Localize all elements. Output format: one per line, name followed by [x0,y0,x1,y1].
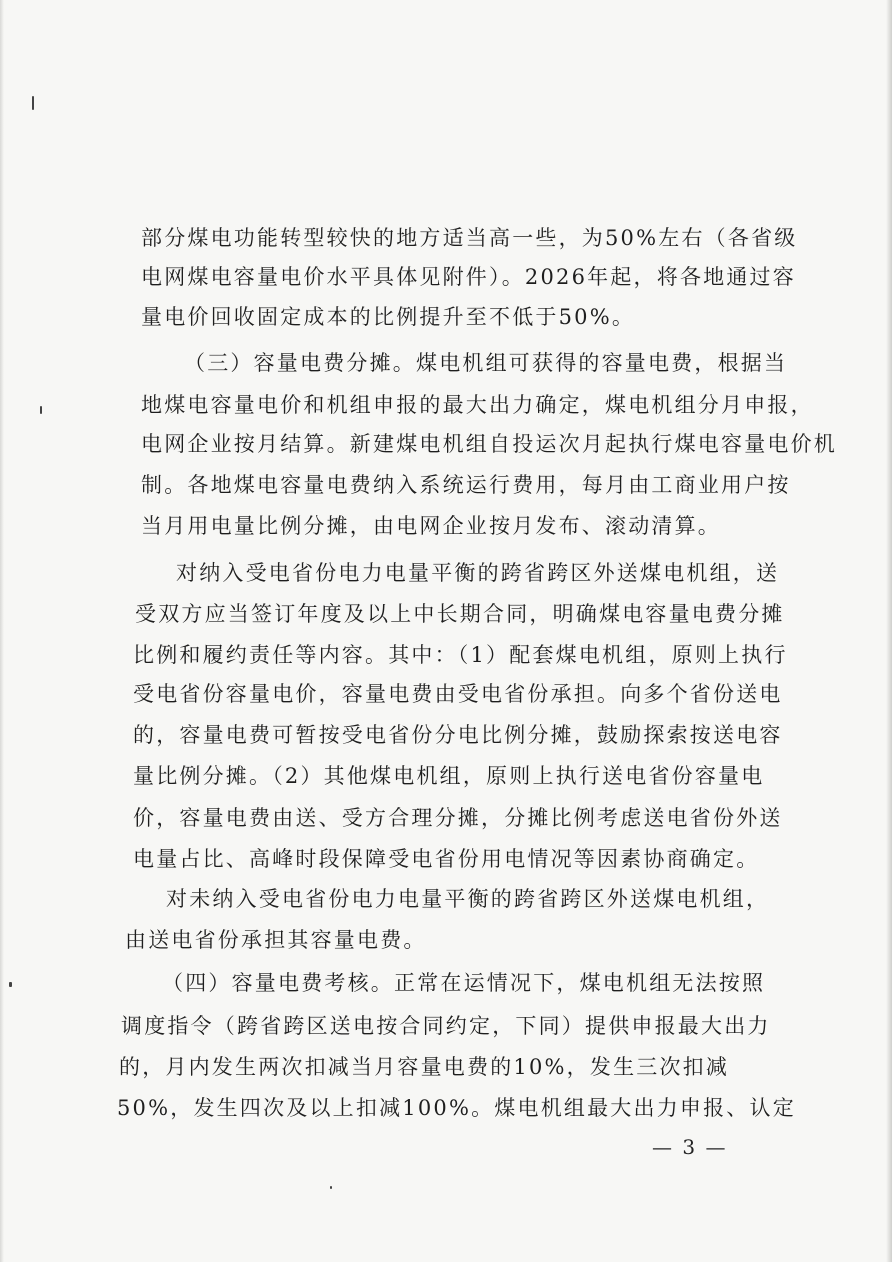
scan-speck [40,406,42,414]
scan-edge-left [0,0,4,1262]
paragraph-line: 由送电省份承担其容量电费。 [125,928,427,952]
paragraph-line: 地煤电容量电价和机组申报的最大出力确定，煤电机组分月申报， [141,393,814,417]
paragraph-line: 受电省份容量电价，容量电费由受电省份承担。向多个省份送电 [133,682,783,706]
paragraph-line: 量电价回收固定成本的比例提升至不低于50%。 [141,305,636,329]
paragraph-line: 的，容量电费可暂按受电省份分电比例分摊，鼓励探索按送电容 [133,723,783,747]
paragraph-line: 电网煤电容量电价水平具体见附件）。2026年起，将各地通过容 [141,265,796,289]
paragraph-line: 受双方应当签订年度及以上中长期合同，明确煤电容量电费分摊 [135,602,785,626]
section-4-line: （四）容量电费考核。正常在运情况下，煤电机组无法按照 [162,971,766,995]
paragraph-line: 价，容量电费由送、受方合理分摊，分摊比例考虑送电省份外送 [133,806,783,830]
scan-speck [9,982,12,987]
paragraph-line: 对未纳入受电省份电力电量平衡的跨省跨区外送煤电机组， [166,887,770,911]
paragraph-line: 量比例分摊。（2）其他煤电机组，原则上执行送电省份容量电 [133,764,765,788]
paragraph-line: 比例和履约责任等内容。其中：（1）配套煤电机组，原则上执行 [133,643,788,667]
scan-speck [32,96,34,110]
paragraph-line: 制。各地煤电容量电费纳入系统运行费用，每月由工商业用户按 [141,473,791,497]
scan-edge-right [886,0,892,1262]
paragraph-line: 电网企业按月结算。新建煤电机组自投运次月起执行煤电容量电价机 [141,432,837,456]
paragraph-line: 50%，发生四次及以上扣减100%。煤电机组最大出力申报、认定 [117,1096,796,1120]
paragraph-line: 当月用电量比例分摊，由电网企业按月发布、滚动清算。 [141,514,721,538]
paragraph-line: 部分煤电功能转型较快的地方适当高一些，为50%左右（各省级 [141,226,798,250]
paragraph-line: 电量占比、高峰时段保障受电省份用电情况等因素协商确定。 [133,847,760,871]
scan-speck [330,1186,332,1189]
paragraph-line: 对纳入受电省份电力电量平衡的跨省跨区外送煤电机组，送 [176,561,780,585]
page-number: — 3 — [652,1135,728,1159]
paragraph-line: 的，月内发生两次扣减当月容量电费的10%，发生三次扣减 [119,1055,730,1079]
section-3-line: （三）容量电费分摊。煤电机组可获得的容量电费，根据当 [184,351,788,375]
paragraph-line: 调度指令（跨省跨区送电按合同约定，下同）提供申报最大出力 [121,1014,771,1038]
